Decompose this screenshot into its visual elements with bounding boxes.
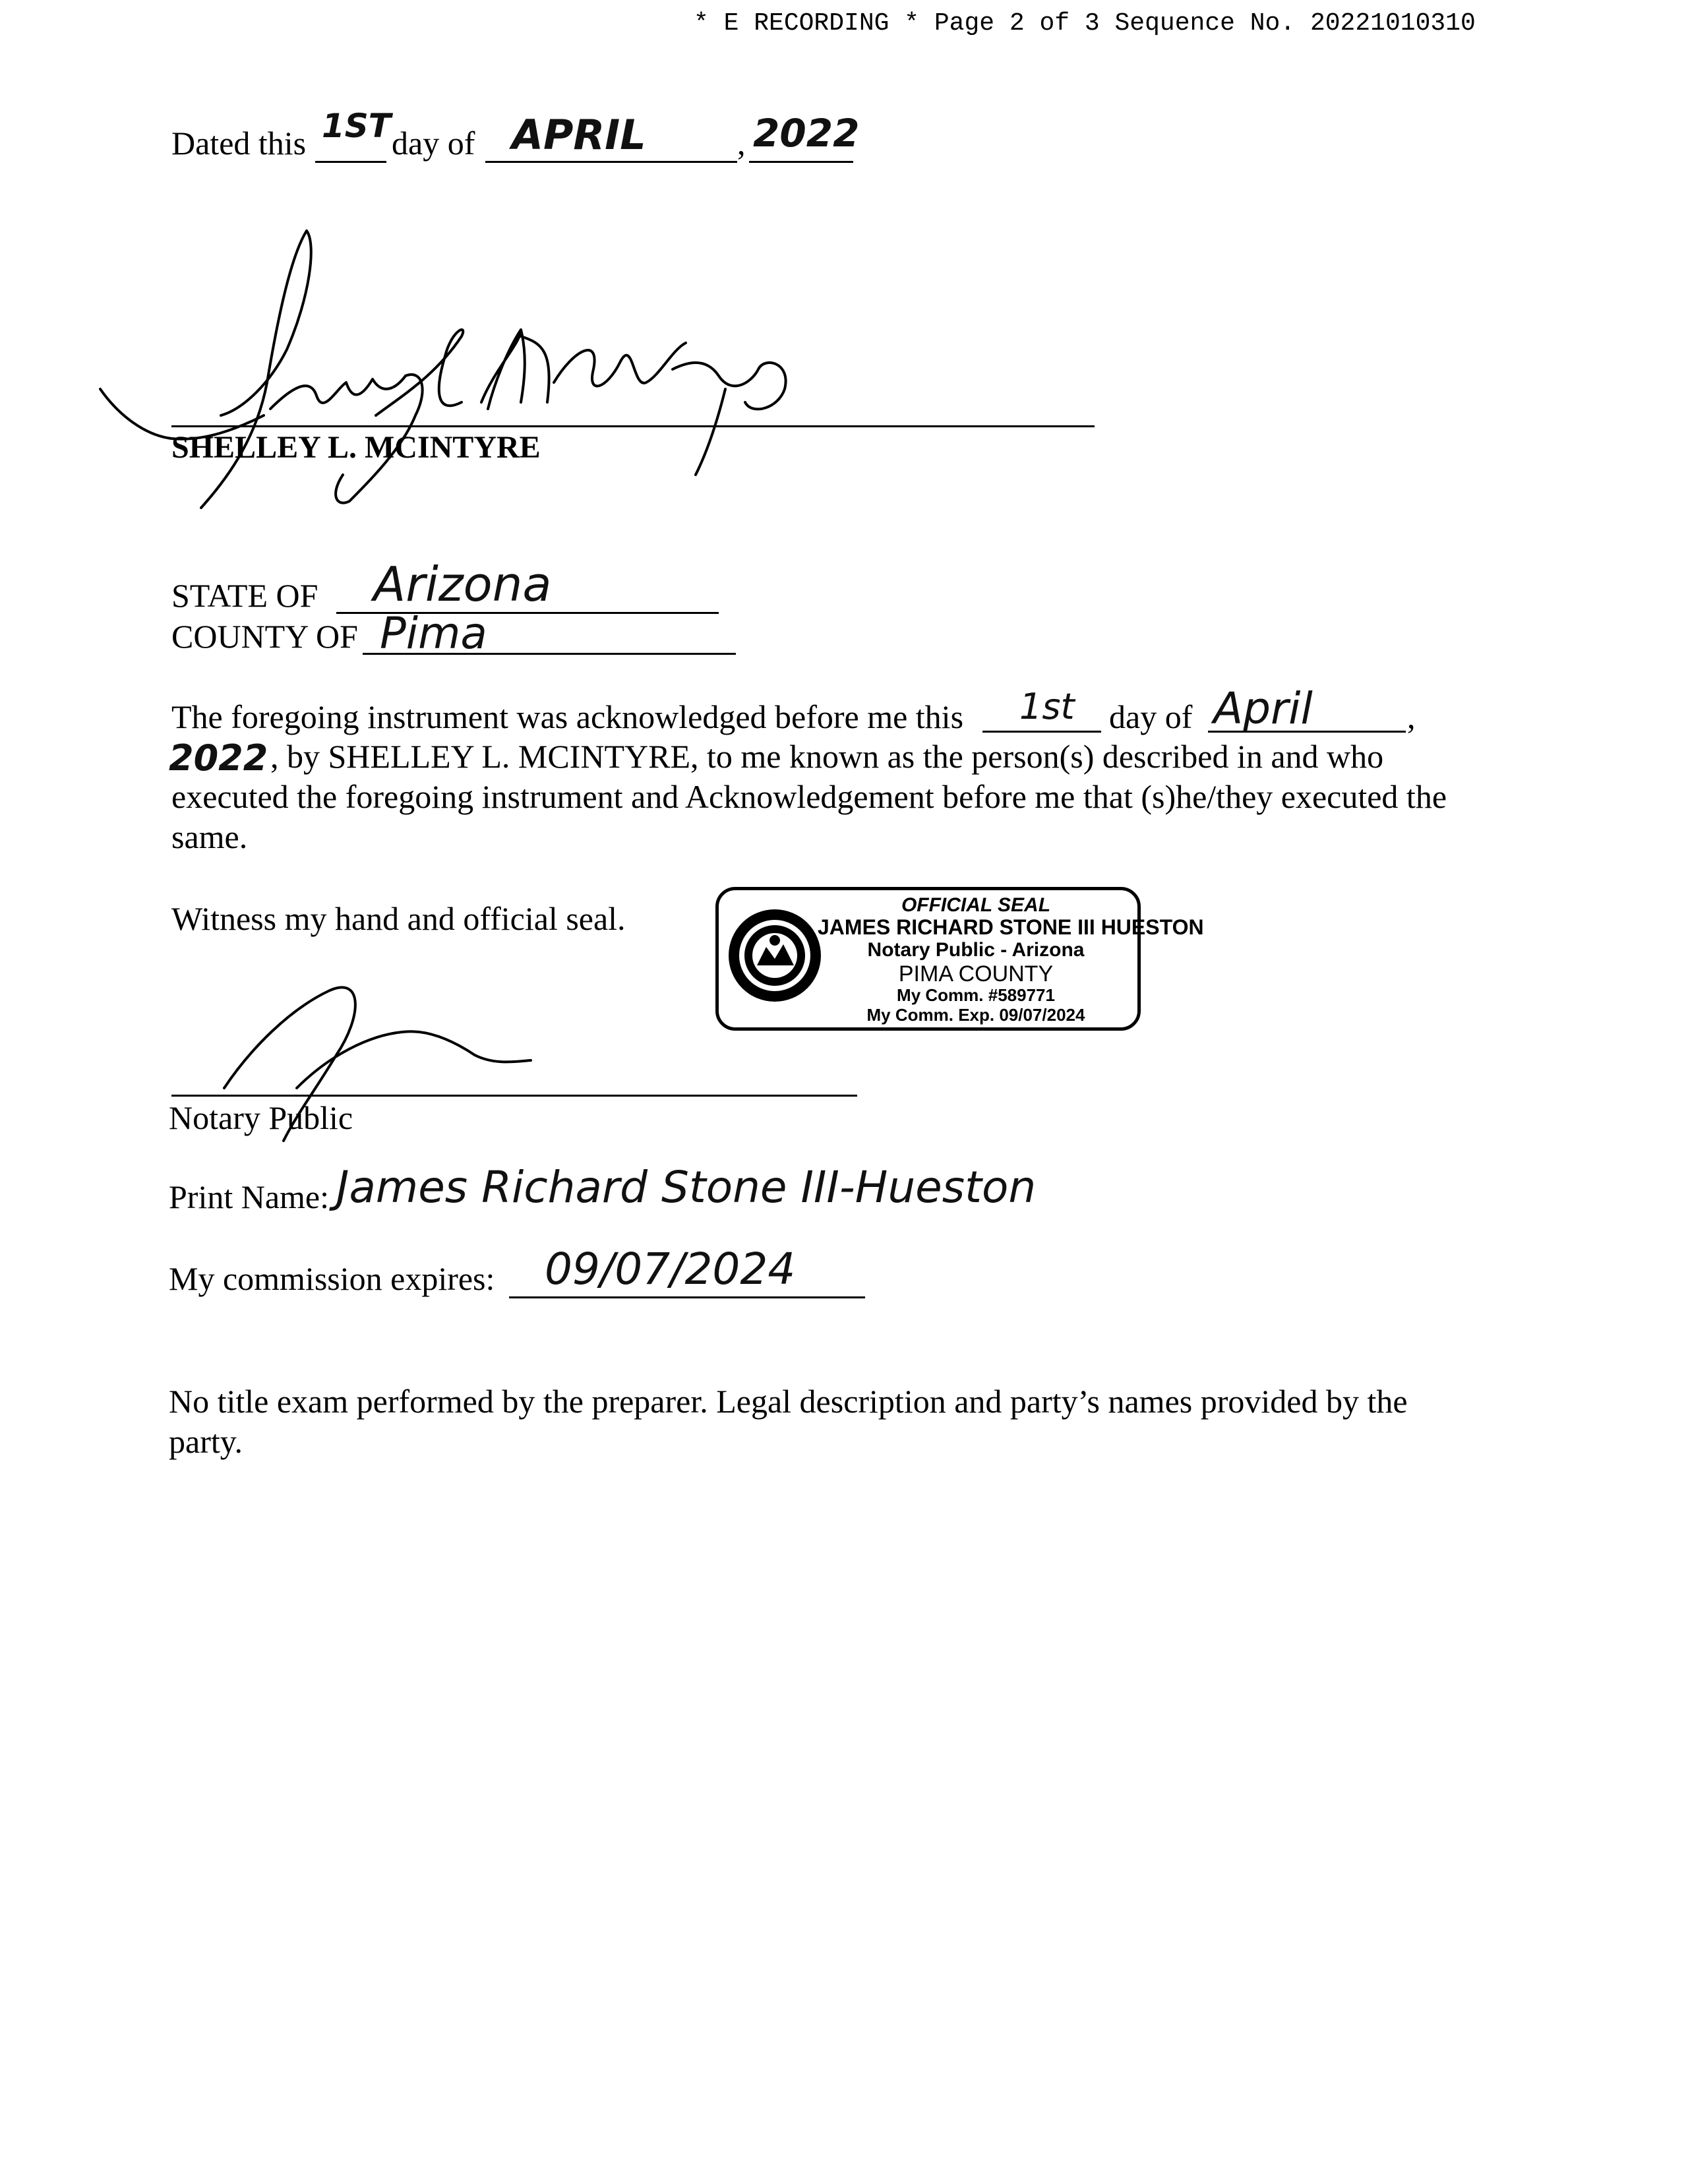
ack-day-handwritten: 1st xyxy=(1019,686,1075,727)
ack-line4: same. xyxy=(171,818,248,855)
disclaimer-line1: No title exam performed by the preparer. Legal description and party’s names provided by the xyxy=(169,1383,1408,1420)
notary-label: Notary Public xyxy=(169,1099,353,1136)
seal-line3: Notary Public - Arizona xyxy=(867,939,1085,961)
dated-day-of: day of xyxy=(392,125,475,162)
grantor-name: SHELLEY L. MCINTYRE xyxy=(171,430,541,465)
ack-line1: The foregoing instrument was acknowledged before me this xyxy=(171,698,964,735)
dated-comma: , xyxy=(737,125,746,162)
county-handwritten: Pima xyxy=(380,608,487,659)
seal-line4: PIMA COUNTY xyxy=(898,961,1054,986)
grantor-signature-line xyxy=(171,425,1095,427)
arizona-seal-emblem-icon xyxy=(725,906,824,1005)
ack-day-underline xyxy=(982,731,1101,733)
dated-day-handwritten: 1ST xyxy=(322,107,391,145)
seal-line6: My Comm. Exp. 09/07/2024 xyxy=(866,1005,1085,1025)
grantor-signature xyxy=(92,218,831,521)
dated-year-handwritten: 2022 xyxy=(753,111,860,156)
dated-prefix: Dated this xyxy=(171,125,307,162)
commission-handwritten: 09/07/2024 xyxy=(545,1244,796,1294)
print-name-handwritten: James Richard Stone III-Hueston xyxy=(336,1162,1037,1213)
dated-month-handwritten: APRIL xyxy=(512,111,646,159)
state-handwritten: Arizona xyxy=(373,557,552,612)
witness-text: Witness my hand and official seal. xyxy=(171,900,626,937)
ack-line2: , by SHELLEY L. MCINTYRE, to me known as the person(s) described in and who xyxy=(270,738,1384,775)
seal-line2: JAMES RICHARD STONE III HUESTON xyxy=(818,915,1204,939)
county-underline xyxy=(363,653,736,655)
commission-label: My commission expires: xyxy=(169,1260,495,1297)
notary-seal-stamp xyxy=(715,887,1204,1031)
ack-comma: , xyxy=(1407,698,1416,735)
seal-line5: My Comm. #589771 xyxy=(897,985,1055,1005)
state-label: STATE OF xyxy=(171,577,318,614)
notary-signature-line xyxy=(171,1095,857,1097)
print-name-label: Print Name: xyxy=(169,1178,330,1215)
ack-month-underline xyxy=(1208,731,1406,733)
dated-year-underline xyxy=(749,161,853,163)
recording-header: * E RECORDING * Page 2 of 3 Sequence No. 20221010310 xyxy=(694,9,1476,38)
ack-year-handwritten: 2022 xyxy=(169,737,268,779)
ack-month-handwritten: April xyxy=(1213,683,1313,734)
dated-day-underline xyxy=(315,161,386,163)
seal-line1: OFFICIAL SEAL xyxy=(901,894,1051,916)
ack-day-of: day of xyxy=(1109,698,1193,735)
disclaimer-line2: party. xyxy=(169,1423,243,1460)
ack-line3: executed the foregoing instrument and Acknowledgement before me that (s)he/they executed the xyxy=(171,778,1447,815)
dated-month-underline xyxy=(485,161,737,163)
commission-underline xyxy=(509,1296,865,1298)
county-label: COUNTY OF xyxy=(171,618,358,655)
